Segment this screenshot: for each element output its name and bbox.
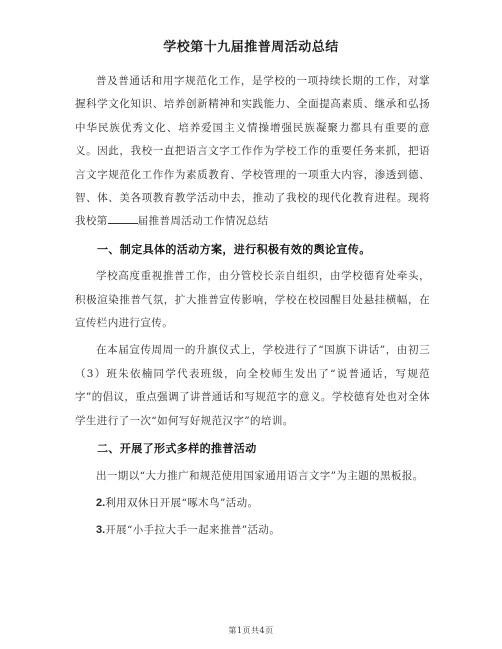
section2-heading: 二、开展了形式多样的推普活动 xyxy=(97,442,257,456)
list-item-2-number: 2. xyxy=(96,496,106,509)
list-item-3 xyxy=(75,519,430,542)
section1-heading: 一、制定具体的活动方案，进行积极有效的舆论宣传。 xyxy=(97,242,371,256)
list-item-3-text: 开展“小手拉大手一起来推普”活动。 xyxy=(105,524,281,537)
page-footer: 第1页共4页 xyxy=(228,626,274,635)
intro-paragraph xyxy=(75,70,430,234)
blank-underline xyxy=(108,213,138,224)
intro-text: 普及普通话和用字规范化工作，是学校的一项持续长期的工作，对掌握科学文化知识、培养创新精神和实践能力、全面提高素质、继承和弘扬中华民族优秀文化、培养爱国主义情操增强民族凝聚力都具有重要的意义。因此，我校一直把语言文字工作作为学校工作的重要任务来抓，把语言文字规范化工作作为素质教育、学校管理的一项重大内容，渗透到德、智、体、美各项教育教学活动中去，推动了我校的现代化教育进程。现将我校第 xyxy=(75,75,430,228)
list-item-2-text: 利用双休日开展“啄木鸟”活动。 xyxy=(105,496,259,509)
section1-paragraph-1: 学校高度重视推普工作，由分管校长亲自组织，由学校德育处牵头，积极渲染推普气氛，扩大推普宣传影响，学校在校园醒目处悬挂横幅，在宣传栏内进行宣传。 xyxy=(75,270,430,330)
document-body xyxy=(75,70,430,547)
list-item-3-number: 3. xyxy=(96,524,106,537)
document-title: 学校第十九届推普周活动总结 xyxy=(163,40,339,55)
section2-paragraph-1: 出一期以“大力推广和规范使用国家通用语言文字”为主题的黑板报。 xyxy=(96,469,424,482)
list-item-2 xyxy=(75,492,430,515)
section1-paragraph-2: 在本届宣传周周一的升旗仪式上，学校进行了“国旗下讲话”，由初三（3）班朱依楠同学代表班级，向全校师生发出了“说普通话，写规范字”的倡议，重点强调了讲普通话和写规范字的意义。学校德育处也对全体学生进行了一次“如何写好规范汉字”的培训。 xyxy=(75,344,430,427)
intro-text-end: 届推普周活动工作情况总结 xyxy=(137,215,269,228)
